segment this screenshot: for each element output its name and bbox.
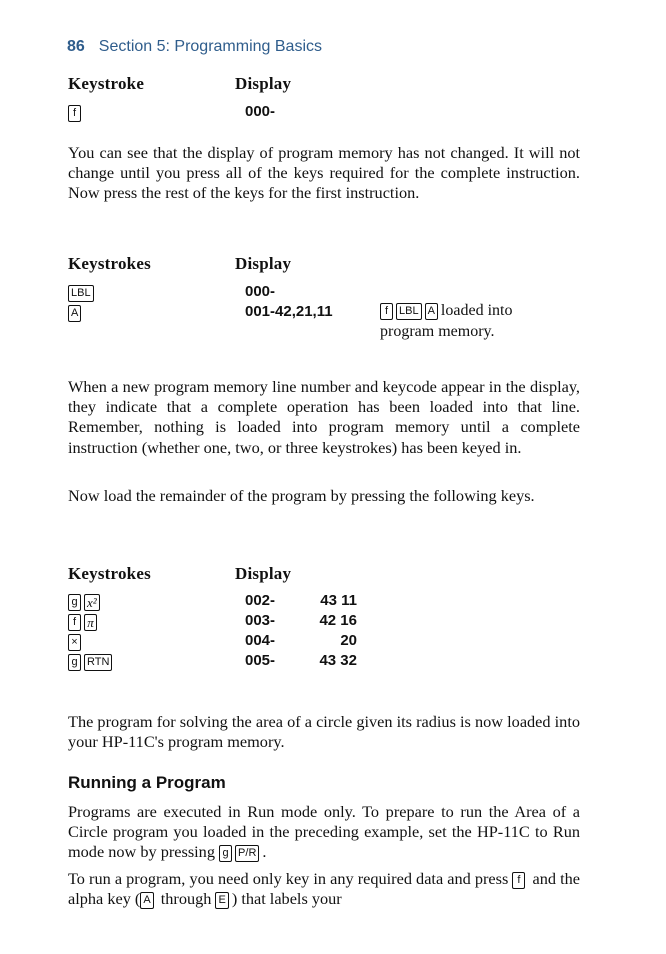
a-key: A [140, 892, 153, 909]
table2-row [68, 284, 97, 302]
table3-line-3: 004- [245, 632, 276, 649]
note-text-line1: loaded into [440, 302, 513, 319]
paragraph-6-part1: To run a program, you need only key in any required data and press [68, 869, 509, 888]
multiply-key: × [68, 634, 81, 651]
note-text-line2: program memory. [380, 323, 495, 340]
page-header [67, 38, 322, 56]
paragraph-6-part3: through [160, 889, 212, 909]
section-heading: Running a Program [68, 773, 226, 792]
table3-line-4: 005- [245, 652, 276, 669]
table3-code-2: 42 16 [319, 612, 357, 629]
g-key: g [219, 845, 232, 862]
page-number: 86 [67, 38, 85, 55]
table2-display-2: 001-42,21,11 [245, 303, 333, 320]
table3-display-header: Display [235, 564, 292, 583]
pi-key: π [84, 614, 97, 631]
f-key: f [68, 105, 81, 122]
f-key: f [68, 614, 81, 631]
e-key: E [215, 892, 228, 909]
table3-code-4: 43 32 [319, 652, 357, 669]
table1-display-header: Display [235, 74, 292, 93]
paragraph-3: Now load the remainder of the program by pressing the following keys. [68, 486, 535, 505]
paragraph-4: The program for solving the area of a circle given its radius is now loaded into your HP-11C's program memory. [68, 712, 580, 752]
table3-row [68, 653, 115, 671]
paragraph-1: You can see that the display of program memory has not changed. It will not change until you press all of the keys required for the complete instruction. Now press the rest of the keys for the first instruction. [68, 143, 580, 203]
rtn-key: RTN [84, 654, 112, 671]
f-key: f [512, 872, 525, 889]
paragraph-5 [68, 802, 580, 863]
paragraph-5-text: Programs are executed in Run mode only. To prepare to run the Area of a Circle program you loaded in the preceding example, set the HP-11C to Run mode now by pressing [68, 802, 580, 862]
section-title: Section 5: Programming Basics [98, 38, 322, 55]
a-key: A [425, 303, 438, 320]
table3-row [68, 593, 103, 611]
table1-keystroke-header: Keystroke [68, 74, 145, 93]
paragraph-2: When a new program memory line number and keycode appear in the display, they indicate that a complete operation has been loaded into that line. Remember, nothing is loaded into program memory until a complete instruction (whether one, two, or three keystrokes) has been keyed in. [68, 377, 580, 457]
table2-display-header: Display [235, 254, 292, 273]
table3-line-2: 003- [245, 612, 276, 629]
lbl-key: LBL [68, 285, 94, 302]
table2-keystrokes-header: Keystrokes [68, 254, 151, 273]
table3-row [68, 613, 100, 631]
table3-code-1: 43 11 [320, 592, 357, 609]
paragraph-6-part4: ) that labels your [231, 889, 342, 909]
paragraph-6-part2: and the alpha key ( [68, 869, 580, 909]
a-key: A [68, 305, 81, 322]
g-key: g [68, 594, 81, 611]
table3-keystrokes-header: Keystrokes [68, 564, 151, 583]
x-squared-key: x² [84, 594, 100, 611]
table2-display-1: 000- [245, 283, 276, 300]
f-key: f [380, 303, 393, 320]
p-r-key: P/R [235, 845, 259, 862]
paragraph-5-end: . [262, 842, 267, 862]
table2-row [68, 304, 84, 322]
table1-display: 000- [245, 103, 276, 120]
paragraph-6 [68, 869, 580, 909]
table3-row [68, 633, 84, 651]
lbl-key: LBL [396, 303, 422, 320]
table3-line-1: 002- [245, 592, 276, 609]
table3-code-3: 20 [340, 632, 357, 649]
g-key: g [68, 654, 81, 671]
table1-row [68, 104, 84, 122]
table2-note [380, 300, 550, 342]
